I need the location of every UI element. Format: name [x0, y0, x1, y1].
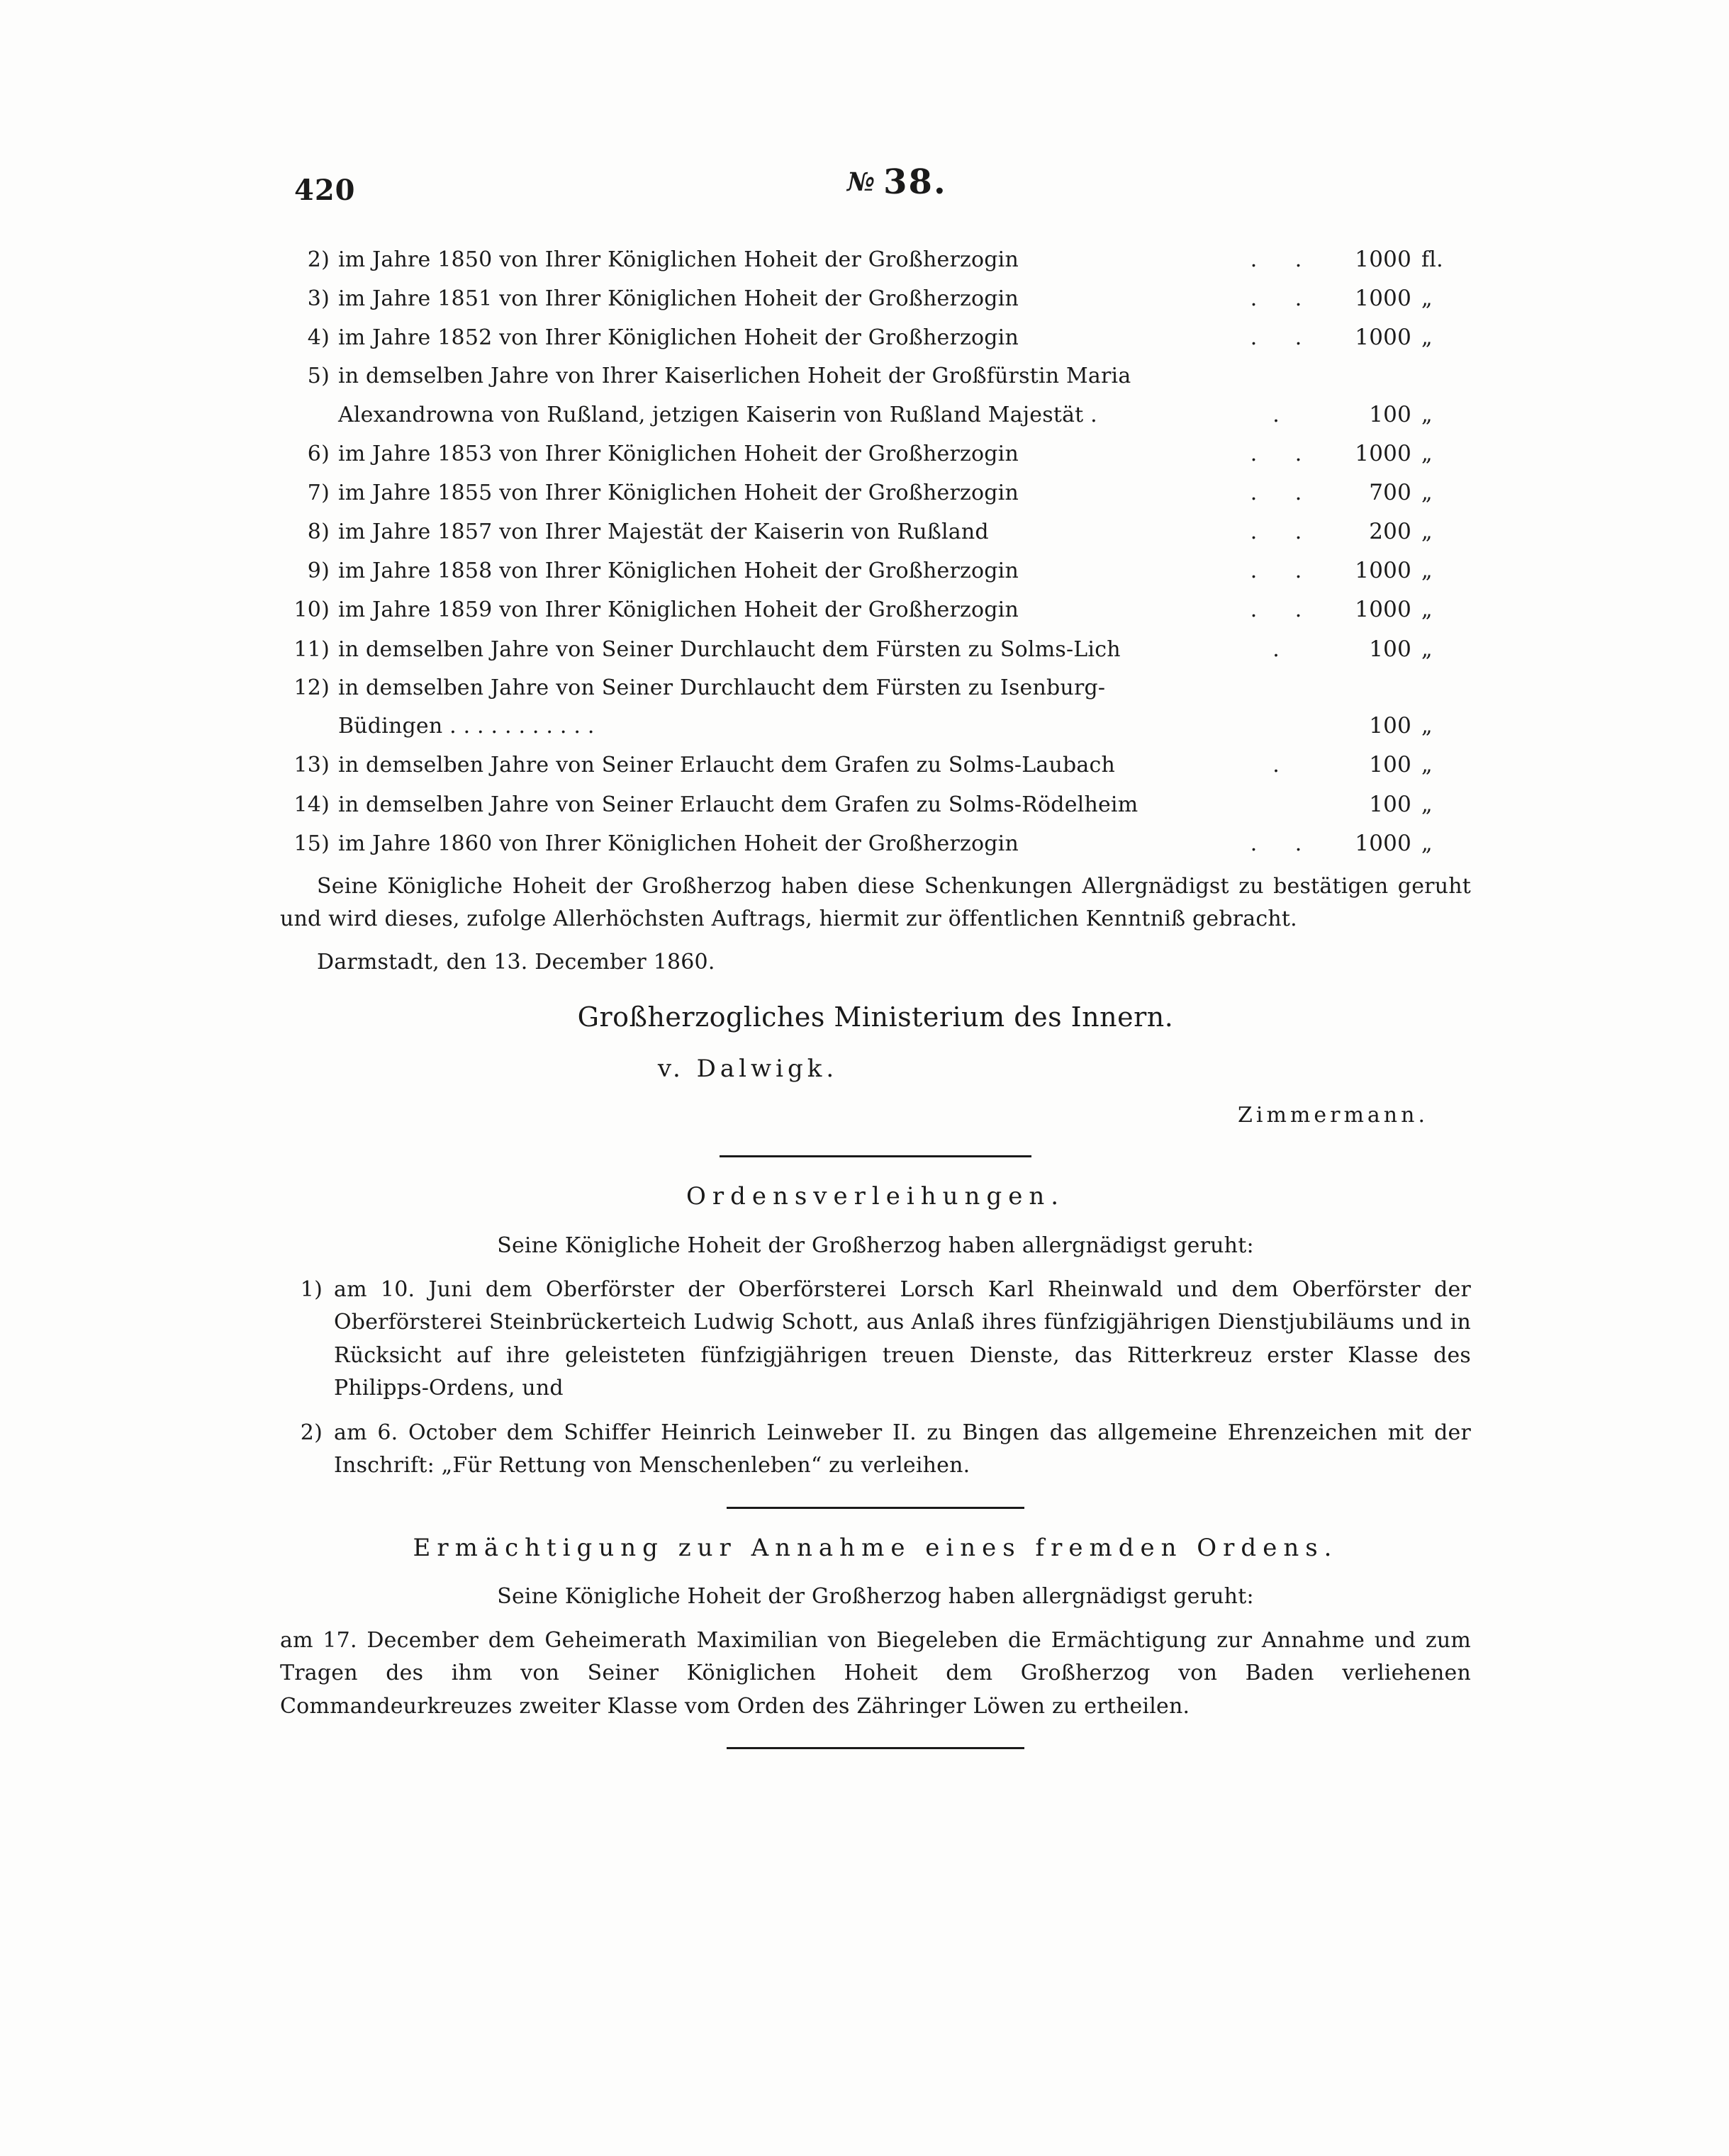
donation-leader: .	[1272, 753, 1295, 778]
donation-unit: „	[1421, 286, 1433, 312]
folio-number: 420	[294, 174, 356, 207]
donation-amount: 100	[1369, 791, 1411, 817]
donation-text: in demselben Jahre von Seiner Durchlaucht dem Fürsten zu Isenburg-	[338, 675, 1106, 700]
donation-index: 2)	[307, 247, 330, 272]
donation-amount: 100	[1369, 752, 1411, 778]
donation-index: 9)	[307, 558, 330, 584]
donation-index: 15)	[293, 831, 330, 856]
donation-unit: fl.	[1421, 247, 1443, 272]
donation-amount: 1000	[1355, 830, 1411, 856]
orders-lead-line: Seine Königliche Hoheit der Großherzog haben allergnädigst geruht:	[497, 1233, 1254, 1258]
donation-unit: „	[1421, 481, 1433, 506]
donation-amount: 1000	[1355, 558, 1411, 584]
donation-text: in demselben Jahre von Seiner Erlaucht dem Grafen zu Solms-Rödelheim	[338, 792, 1138, 817]
signer-name: v. Dalwigk.	[657, 1054, 839, 1083]
donation-row	[280, 437, 1471, 471]
donation-unit: „	[1421, 636, 1433, 662]
donation-text-second-line: Alexandrowna von Rußland, jetzigen Kaiserin von Rußland Majestät .	[338, 402, 1097, 427]
donation-amount: 100	[1369, 636, 1411, 662]
donation-unit: „	[1421, 520, 1433, 545]
order-item	[280, 1274, 1471, 1405]
donation-row	[280, 360, 1471, 393]
donation-row	[280, 672, 1471, 704]
donation-leader: . .	[1250, 520, 1318, 545]
donation-index: 5)	[307, 364, 330, 389]
donation-amount: 700	[1369, 480, 1411, 506]
donation-row	[280, 554, 1471, 588]
confirmation-paragraph: Seine Königliche Hoheit der Großherzog haben diese Schenkungen Allergnädigst zu bestätigen geruht und wird dieses, zufolge Allerhöchsten Auftrags, hiermit zur öffentlichen Kenntniß gebracht.	[280, 873, 1471, 932]
order-text: am 6. October dem Schiffer Heinrich Leinweber II. zu Bingen das allgemeine Ehrenzeichen mit der Inschrift: „Für Rettung von Menschenleben“ zu verleihen.	[334, 1420, 1471, 1478]
issue-number-symbol: №	[847, 167, 877, 197]
donation-text: im Jahre 1858 von Ihrer Königlichen Hoheit der Großherzogin	[338, 558, 1019, 584]
donation-unit: „	[1421, 792, 1433, 817]
donation-amount: 100	[1369, 713, 1411, 739]
donation-unit: „	[1421, 831, 1433, 856]
donation-amount: 100	[1369, 401, 1411, 427]
donation-row-continuation	[280, 398, 1471, 432]
donation-row-continuation	[280, 709, 1471, 743]
donation-text: im Jahre 1851 von Ihrer Königlichen Hoheit der Großherzogin	[338, 286, 1019, 312]
ministry-line: Großherzogliches Ministerium des Innern.	[577, 1001, 1174, 1033]
donation-leader: .	[1272, 402, 1295, 427]
donation-text: im Jahre 1860 von Ihrer Königlichen Hoheit der Großherzogin	[338, 831, 1019, 856]
donations-list	[280, 243, 1471, 860]
donation-text: im Jahre 1850 von Ihrer Königlichen Hoheit der Großherzogin	[338, 247, 1019, 272]
donation-index: 13)	[293, 753, 330, 778]
authorization-section-title: Ermächtigung zur Annahme eines fremden Ordens.	[413, 1533, 1338, 1562]
donation-unit: „	[1421, 402, 1433, 427]
donation-amount: 1000	[1355, 286, 1411, 312]
page-content	[280, 152, 1471, 1770]
orders-section-title: Ordensverleihungen.	[686, 1182, 1065, 1211]
donation-index: 12)	[293, 675, 330, 700]
order-index: 2)	[300, 1420, 323, 1445]
donation-leader: . .	[1250, 442, 1318, 467]
donation-amount: 1000	[1355, 325, 1411, 351]
donation-text: in demselben Jahre von Seiner Erlaucht dem Grafen zu Solms-Laubach	[338, 753, 1115, 778]
donation-unit: „	[1421, 325, 1433, 351]
donation-row	[280, 515, 1471, 549]
donation-row	[280, 827, 1471, 860]
donation-index: 4)	[307, 325, 330, 351]
section-divider	[727, 1747, 1024, 1749]
donation-index: 10)	[293, 597, 330, 623]
donation-index: 6)	[307, 442, 330, 467]
order-item	[280, 1417, 1471, 1483]
order-index: 1)	[300, 1276, 323, 1302]
donation-row	[280, 748, 1471, 782]
countersigner-name: Zimmermann.	[1238, 1102, 1428, 1128]
donation-amount: 1000	[1355, 247, 1411, 272]
place-date-line: Darmstadt, den 13. December 1860.	[317, 949, 715, 975]
donation-text: im Jahre 1857 von Ihrer Majestät der Kaiserin von Rußland	[338, 520, 989, 545]
donation-row	[280, 788, 1471, 821]
donation-index: 3)	[307, 286, 330, 312]
donation-leader: .	[1272, 636, 1295, 662]
page-header	[280, 152, 1471, 216]
donation-leader: . .	[1250, 286, 1318, 312]
authorization-lead-line: Seine Königliche Hoheit der Großherzog haben allergnädigst geruht:	[497, 1584, 1254, 1610]
donation-leader: . .	[1250, 481, 1318, 506]
donation-amount: 1000	[1355, 597, 1411, 623]
donation-row	[280, 476, 1471, 510]
issue-heading	[847, 162, 947, 202]
donation-index: 8)	[307, 520, 330, 545]
donation-unit: „	[1421, 714, 1433, 739]
section-divider	[720, 1155, 1031, 1157]
donation-text-second-line: Büdingen . . . . . . . . . . .	[338, 714, 595, 739]
donation-text: im Jahre 1852 von Ihrer Königlichen Hoheit der Großherzogin	[338, 325, 1019, 351]
donation-leader: . .	[1250, 247, 1318, 272]
donation-index: 7)	[307, 481, 330, 506]
donation-text: in demselben Jahre von Ihrer Kaiserlichen Hoheit der Großfürstin Maria	[338, 364, 1131, 389]
donation-text: in demselben Jahre von Seiner Durchlaucht dem Fürsten zu Solms-Lich	[338, 636, 1121, 662]
donation-unit: „	[1421, 597, 1433, 623]
donation-leader: . .	[1250, 831, 1318, 856]
donation-leader: . .	[1250, 558, 1318, 584]
donation-text: im Jahre 1859 von Ihrer Königlichen Hoheit der Großherzogin	[338, 597, 1019, 623]
donation-text: im Jahre 1853 von Ihrer Königlichen Hoheit der Großherzogin	[338, 442, 1019, 467]
donation-leader: . .	[1250, 597, 1318, 623]
donation-index: 11)	[293, 636, 330, 662]
authorization-body: am 17. December dem Geheimerath Maximilian von Biegeleben die Ermächtigung zur Annahme und zum Tragen des ihm von Seiner Königlichen Hoheit dem Großherzog von Baden verliehenen Commandeurkreuzes zweiter Klasse vom Orden des Zähringer Löwen zu ertheilen.	[280, 1627, 1471, 1719]
donation-row	[280, 633, 1471, 666]
donation-amount: 200	[1369, 519, 1411, 545]
issue-number: 38.	[883, 162, 947, 202]
section-divider	[727, 1507, 1024, 1509]
donation-unit: „	[1421, 442, 1433, 467]
donation-index: 14)	[293, 792, 330, 817]
donation-row	[280, 593, 1471, 627]
donation-text: im Jahre 1855 von Ihrer Königlichen Hoheit der Großherzogin	[338, 481, 1019, 506]
order-text: am 10. Juni dem Oberförster der Oberförsterei Lorsch Karl Rheinwald und dem Oberförster der Oberförsterei Steinbrückerteich Ludwig Schott, aus Anlaß ihres fünfzigjährigen Dienstjubiläums und in Rücksicht auf ihre geleisteten fünfzigjährigen treuen Dienste, das Ritterkreuz erster Klasse des Philipps-Ordens, und	[334, 1276, 1471, 1400]
donation-row	[280, 243, 1471, 276]
donation-unit: „	[1421, 558, 1433, 584]
donation-row	[280, 282, 1471, 315]
donation-row	[280, 321, 1471, 354]
donation-amount: 1000	[1355, 441, 1411, 467]
donation-unit: „	[1421, 753, 1433, 778]
donation-leader: . .	[1250, 325, 1318, 351]
